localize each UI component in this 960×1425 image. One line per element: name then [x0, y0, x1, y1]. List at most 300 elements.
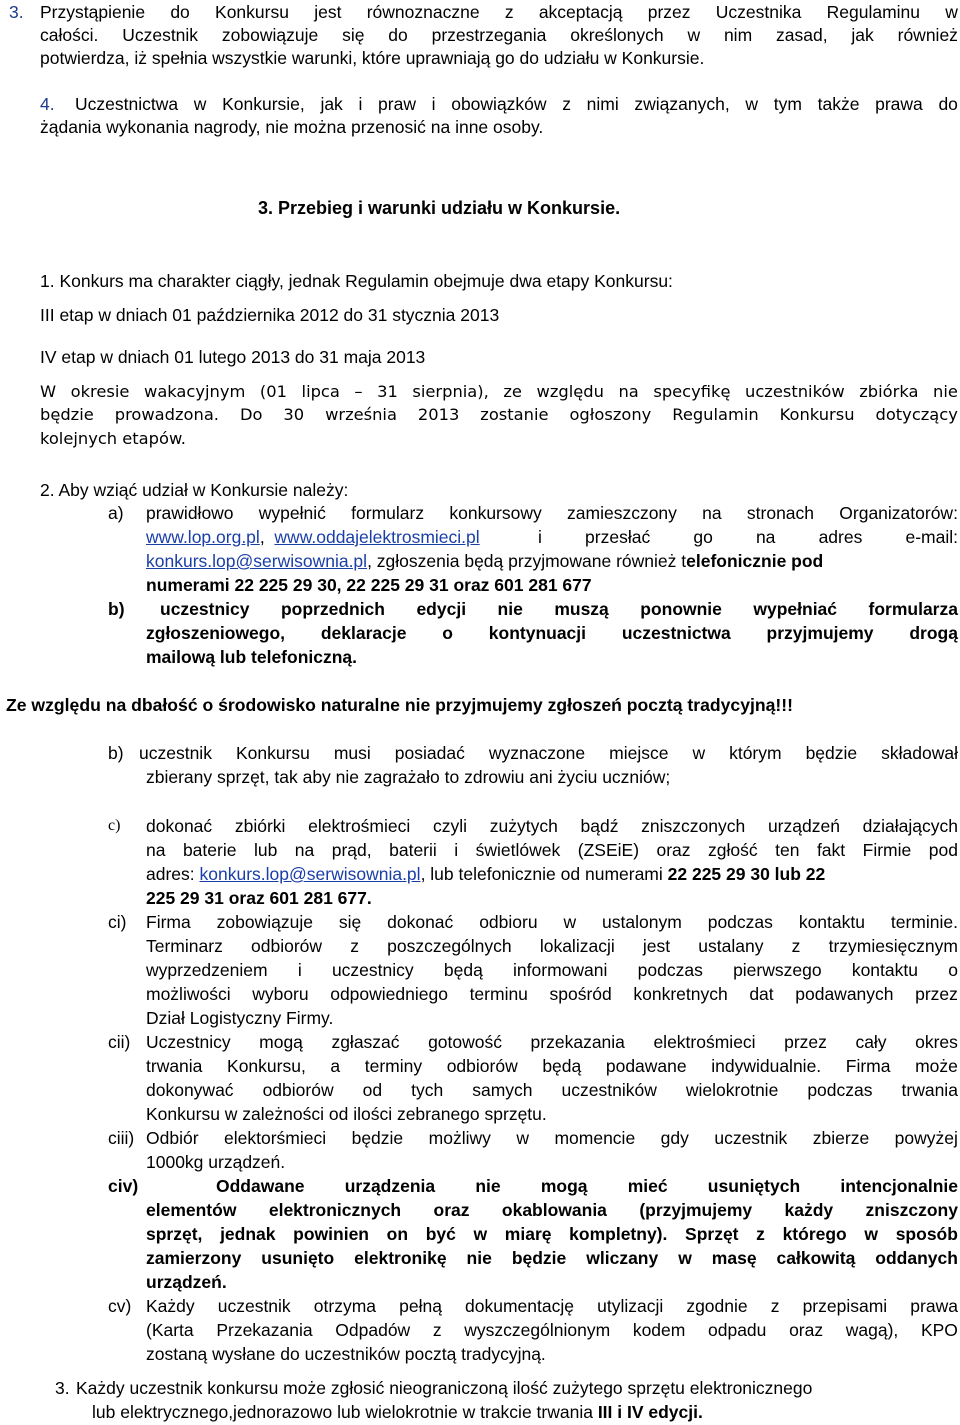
word: Konkursu, [227, 1056, 306, 1076]
word: określonych [570, 25, 664, 45]
list-label: cv) [108, 1296, 132, 1316]
word: całości. [40, 25, 99, 45]
word: specyfikę [653, 382, 731, 401]
paragraph-line: Konkursu w zależności od ilości zebranego sprzętu. [146, 1104, 547, 1124]
email-link[interactable]: konkurs.lop@serwisownia.pl [199, 864, 421, 884]
word: Organizatorów: [839, 503, 958, 523]
word: zamieszczony [567, 503, 677, 523]
word: dokonać [387, 912, 454, 932]
word: posiadać [394, 743, 465, 763]
word: deklaracje [320, 623, 407, 643]
word: ogłoszony [569, 405, 652, 424]
word: odbiorów [446, 1056, 518, 1076]
word: mogą [259, 1032, 303, 1052]
paragraph-line [40, 1, 958, 23]
paragraph-line: potwierdza, iż spełnia wszystkie warunki, które uprawniają go do udziału w Konkursie. [40, 48, 705, 68]
word: Przystąpienie [40, 2, 146, 22]
word: przyjmujemy [766, 623, 874, 643]
word: się [338, 912, 362, 932]
word: tych [411, 1080, 444, 1100]
word: prowadzona. [114, 405, 219, 424]
word: elektrośmieci [653, 1032, 756, 1052]
word: zbiórka [859, 382, 919, 401]
word: konkursowy [449, 503, 542, 523]
word: uczestnik [714, 1128, 788, 1148]
paragraph-line [75, 93, 958, 115]
word: wypełnić [258, 503, 326, 523]
list-label: ciii) [108, 1128, 135, 1148]
word: podawane [605, 1056, 687, 1076]
word: mieć [627, 1176, 668, 1196]
word: trzymiesięcznym [828, 936, 958, 956]
word: konkretnych [633, 984, 728, 1004]
word: równoznaczne [366, 2, 480, 22]
word: będą [542, 1056, 582, 1076]
word: ponownie [640, 599, 722, 619]
phone-numbers: numerami 22 225 29 30, 22 225 29 31 oraz 601 281 677 [146, 575, 592, 595]
stage-line: IV etap w dniach 01 lutego 2013 do 31 maja 2013 [40, 347, 426, 367]
word: będzie [40, 405, 94, 424]
word: zobowiązuje [216, 912, 313, 932]
word: powyżej [894, 1128, 958, 1148]
word: uczestników [745, 382, 845, 401]
paragraph-line [146, 1295, 958, 1317]
paragraph-line [146, 502, 958, 524]
paragraph-line: 1000kg urządzeń. [146, 1152, 286, 1172]
word: formularza [868, 599, 958, 619]
word: prawa [910, 1296, 958, 1316]
word: możliwy [428, 1128, 491, 1148]
word: indywidualnie. [711, 1056, 822, 1076]
word: wielokrotnie [685, 1080, 779, 1100]
word: jak [320, 94, 343, 114]
word: kompletny). [569, 1224, 668, 1244]
word: – [354, 382, 363, 401]
link-lop[interactable]: www.lop.org.pl [146, 527, 260, 547]
word: zgodnie [686, 1296, 748, 1316]
word: sierpnia), [412, 382, 489, 401]
word: całkowitą [776, 1248, 856, 1268]
word: w [864, 1224, 879, 1244]
word: na [146, 840, 166, 860]
word: kontynuacji [488, 623, 587, 643]
paragraph-line [146, 1247, 958, 1269]
word: sposób [895, 1224, 958, 1244]
word: świetlówek [475, 840, 561, 860]
environment-notice: Ze względu na dbałość o środowisko naturalne nie przyjmujemy zgłoszeń pocztą tradycyjną!!! [6, 695, 793, 715]
paragraph-line [146, 1199, 958, 1221]
word: w [516, 1128, 529, 1148]
word: zasad, [776, 25, 828, 45]
word: bądź [580, 816, 619, 836]
word: okres [915, 1032, 958, 1052]
word: przepisami [802, 1296, 888, 1316]
word: otrzyma [313, 1296, 377, 1316]
paragraph-line: żądania wykonania nagrody, nie można przenosić na inne osoby. [40, 117, 544, 137]
word: Konkursu [215, 2, 289, 22]
word: względu [536, 382, 604, 401]
word: pierwszego [733, 960, 822, 980]
word: okablowania [501, 1200, 607, 1220]
word: sprzęt, [146, 1224, 203, 1244]
word: składował [881, 743, 958, 763]
item-number: 4. [40, 94, 55, 114]
word: prawa [875, 94, 923, 114]
word: wyboru [252, 984, 309, 1004]
paragraph-line [146, 1319, 958, 1341]
word: praw [378, 94, 416, 114]
word: nie [475, 1176, 501, 1196]
word: się [342, 25, 365, 45]
word: poprzednich [280, 599, 385, 619]
word: uczestników [561, 1080, 657, 1100]
item-number: 3. [55, 1378, 70, 1398]
word: w [678, 1248, 692, 1268]
paragraph-line: urządzeń. [146, 1272, 227, 1292]
paragraph-line: Dział Logistyczny Firmy. [146, 1008, 334, 1028]
word: elektronicznych [268, 1200, 402, 1220]
word: każdy [784, 1200, 834, 1220]
word: w [745, 94, 759, 114]
word: jest [314, 2, 342, 22]
paragraph-line: 2. Aby wziąć udział w Konkursie należy: [40, 480, 349, 500]
word: momencie [554, 1128, 636, 1148]
word: nie [933, 382, 958, 401]
paragraph-line: kolejnych etapów. [40, 429, 186, 448]
word: z [770, 1296, 780, 1316]
list-label: cii) [108, 1032, 131, 1052]
word: przez [915, 984, 958, 1004]
word: z [350, 936, 359, 956]
word: usuniętych [707, 1176, 801, 1196]
word: masę [711, 1248, 757, 1268]
word: i [538, 527, 542, 547]
word: urządzeń [767, 816, 840, 836]
word: W [40, 382, 57, 401]
word: nimi [586, 94, 619, 114]
word: miarę [504, 1224, 552, 1244]
word: nie [466, 1248, 492, 1268]
word: działających [862, 816, 958, 836]
paragraph-line [146, 1223, 958, 1245]
word: zniszczony [865, 1200, 958, 1220]
word: terminy [364, 1056, 423, 1076]
word: elektorśmieci [224, 1128, 327, 1148]
word: w [193, 94, 207, 114]
word: którego [782, 1224, 847, 1244]
word: podczas [807, 1080, 873, 1100]
word: przestrzegania [431, 25, 547, 45]
phone-numbers: 225 29 31 oraz 601 281 677. [146, 888, 372, 908]
word: Regulamin [672, 405, 759, 424]
word: dotyczący [875, 405, 958, 424]
word: stronach [746, 503, 815, 523]
line-rest [538, 526, 958, 548]
word: i [358, 94, 363, 114]
word: zamierzony [146, 1248, 242, 1268]
paragraph-line: Każdy uczestnik konkursu może zgłosić nieograniczoną ilość zużytego sprzętu elektronicznego [76, 1378, 813, 1398]
word: elementów [146, 1200, 237, 1220]
word: zobowiązuje [221, 25, 319, 45]
word: czyli [432, 816, 468, 836]
paragraph-line [146, 815, 958, 837]
list-label: b) [108, 599, 125, 619]
word: Firma [146, 912, 191, 932]
word: (Karta [146, 1320, 194, 1340]
word: Regulaminu [826, 2, 921, 22]
email-link[interactable]: konkurs.lop@serwisownia.pl [146, 551, 368, 571]
paragraph-line [40, 404, 958, 426]
word: trwania [901, 1080, 958, 1100]
word: podczas [707, 912, 773, 932]
word: września [325, 405, 397, 424]
word: uczestnicy [331, 960, 414, 980]
word: zgłoszeniowego, [146, 623, 286, 643]
word: lub [253, 840, 278, 860]
word: on [386, 1224, 409, 1244]
word: e-mail: [905, 527, 958, 547]
word: lokalizacji [539, 936, 615, 956]
word: 2013 [417, 405, 460, 424]
word: Konkursie, [222, 94, 305, 114]
word: wagą), [845, 1320, 899, 1340]
word: do [388, 25, 408, 45]
word: usunięto [261, 1248, 335, 1268]
word: również [897, 25, 958, 45]
word: a [330, 1056, 341, 1076]
word: go [693, 527, 713, 547]
paragraph-line [146, 1031, 958, 1053]
word: dat [749, 984, 774, 1004]
word: Konkursu [235, 743, 310, 763]
word: którym [729, 743, 782, 763]
word: podczas [637, 960, 703, 980]
list-label: c) [108, 817, 121, 834]
word: jest [642, 936, 671, 956]
word: (01 [259, 382, 287, 401]
word: nim [723, 25, 753, 45]
word: gdy [660, 1128, 689, 1148]
paragraph-line [146, 959, 958, 981]
word: kontaktu [798, 912, 865, 932]
word: adres [818, 527, 863, 547]
word: oraz [433, 1200, 470, 1220]
word: poszczególnych [387, 936, 512, 956]
link-oddajelektrosmieci[interactable]: www.oddajelektrosmieci.pl [274, 527, 480, 547]
paragraph-line: adres: konkurs.lop@serwisownia.pl, lub telefonicznie od numerami 22 225 29 30 lub 22 [146, 864, 826, 884]
word: wliczany [586, 1248, 659, 1268]
word: zniszczonych [641, 816, 746, 836]
word: wyznaczone [488, 743, 586, 763]
word: pod [928, 840, 958, 860]
word: Uczestnik [122, 25, 199, 45]
word: obowiązków [451, 94, 547, 114]
word: dokumentację [465, 1296, 574, 1316]
word: uczestnik [139, 743, 212, 763]
word: na [294, 840, 315, 860]
paragraph-line [146, 983, 958, 1005]
word: formularz [351, 503, 425, 523]
word: w [945, 2, 958, 22]
word: baterie [182, 840, 237, 860]
word: edycji [416, 599, 467, 619]
word: dokonywać [146, 1080, 234, 1100]
word: przekazania [530, 1032, 625, 1052]
list-label: a) [108, 503, 124, 523]
item-number: 3. [9, 2, 24, 22]
word: dokonać [146, 816, 213, 836]
word: na [618, 382, 639, 401]
word: (przyjmujemy [639, 1200, 753, 1220]
word: miejsce [609, 743, 669, 763]
word: Firmie [862, 840, 912, 860]
word: oddanych [875, 1248, 958, 1268]
word: z [756, 1224, 765, 1244]
word: możliwości [146, 984, 231, 1004]
word: Odbiór [146, 1128, 199, 1148]
paragraph-line [146, 839, 958, 861]
word: do [170, 2, 190, 22]
word: 31 [377, 382, 398, 401]
paragraph-line [40, 381, 958, 403]
word: zużytych [489, 816, 558, 836]
word: będzie [511, 1248, 567, 1268]
word: na [755, 527, 776, 547]
paragraph-line [160, 598, 958, 620]
word: oraz [656, 840, 691, 860]
word: i [297, 960, 302, 980]
word: tym [773, 94, 802, 114]
word: Do [239, 405, 263, 424]
word: informowani [513, 960, 608, 980]
word: kontaktu [851, 960, 918, 980]
word: z [791, 936, 801, 956]
paragraph-line [146, 1079, 958, 1101]
word: musi [333, 743, 371, 763]
word: zgłaszać [331, 1032, 400, 1052]
word: prąd, [331, 840, 372, 860]
word: od [362, 1080, 383, 1100]
list-label: ci) [108, 912, 127, 932]
word: elektronikę [354, 1248, 447, 1268]
word: jednak [220, 1224, 276, 1244]
word: będą [443, 960, 483, 980]
word: ustalany [698, 936, 764, 956]
word: w [473, 1224, 488, 1244]
word: odbiorów [251, 936, 323, 956]
word: gotowość [428, 1032, 503, 1052]
paragraph-line [146, 622, 958, 644]
paragraph-line: mailową lub telefoniczną. [146, 647, 358, 667]
word: cały [855, 1032, 887, 1052]
word: utylizacji [597, 1296, 664, 1316]
word: uczestnictwa [621, 623, 731, 643]
word: nie [497, 599, 523, 619]
stage-line: III etap w dniach 01 października 2012 do 31 stycznia 2013 [40, 305, 500, 325]
word: baterii [389, 840, 437, 860]
word: w [563, 912, 577, 932]
word: fakt [816, 840, 846, 860]
paragraph-line [146, 935, 958, 957]
word: samych [472, 1080, 533, 1100]
word: ze [503, 382, 522, 401]
word: Firma [845, 1056, 891, 1076]
word: (ZSEiE) [577, 840, 640, 860]
paragraph-line: zostaną wysłane do uczestników pocztą tradycyjną. [146, 1344, 546, 1364]
word: muszą [554, 599, 609, 619]
word: do [938, 94, 958, 114]
paragraph-line [146, 911, 958, 933]
word: urządzenia [344, 1176, 436, 1196]
word: przez [784, 1032, 827, 1052]
word: ustalonym [602, 912, 682, 932]
word: mogą [540, 1176, 588, 1196]
word: Konkursu [779, 405, 855, 424]
word: o [442, 623, 453, 643]
paragraph-line [139, 742, 958, 764]
paragraph-line: konkurs.lop@serwisownia.pl, zgłoszenia będą przyjmowane również telefonicznie pod [146, 551, 824, 571]
word: wakacyjnym [144, 382, 246, 401]
section-heading: 3. Przebieg i warunki udziału w Konkursie. [258, 198, 621, 218]
word: Przekazania [216, 1320, 313, 1340]
word: 30 [283, 405, 305, 424]
word: o [948, 960, 958, 980]
word: KPO [920, 1320, 958, 1340]
word: Uczestnicy [146, 1032, 231, 1052]
word: przesłać [585, 527, 651, 547]
word: Sprzęt [685, 1224, 739, 1244]
paragraph-line [216, 1175, 958, 1197]
word: także [817, 94, 860, 114]
word: terminie. [890, 912, 958, 932]
word: akceptacją [538, 2, 623, 22]
word: związanych, [634, 94, 730, 114]
word: Terminarz [146, 936, 223, 956]
word: Każdy [146, 1296, 195, 1316]
word: okresie [70, 382, 130, 401]
word: odbioru [479, 912, 538, 932]
word: zbierze [812, 1128, 870, 1148]
paragraph-line [40, 24, 958, 46]
paragraph-line: zbierany sprzęt, tak aby nie zagrażało to zdrowiu ani życiu uczniów; [146, 767, 671, 787]
word: zgłość [708, 840, 758, 860]
word: elektrośmieci [308, 816, 411, 836]
word: oraz [789, 1320, 824, 1340]
paragraph-line [146, 1127, 958, 1149]
paragraph-line: lub elektrycznego,jednorazowo lub wielokrotnie w trakcie trwania III i IV edycji. [92, 1402, 703, 1422]
word: będzie [805, 743, 858, 763]
word: i [431, 94, 436, 114]
word: wypełniać [753, 599, 838, 619]
word: z [432, 1320, 442, 1340]
word: odpadu [708, 1320, 767, 1340]
word: powinien [293, 1224, 369, 1244]
paragraph-line [146, 1055, 958, 1077]
word: trwania [146, 1056, 203, 1076]
word: może [915, 1056, 958, 1076]
word: Uczestnika [715, 2, 802, 22]
list-label: civ) [108, 1176, 139, 1196]
word: odpowiedniego [330, 984, 448, 1004]
word: z [562, 94, 571, 114]
word: będzie [351, 1128, 404, 1148]
word: odbiorów [262, 1080, 334, 1100]
word: podawanych [795, 984, 894, 1004]
word: przez [647, 2, 691, 22]
word: wyprzedzeniem [146, 960, 268, 980]
list-label: b) [108, 743, 124, 763]
paragraph-line: www.lop.org.pl, www.oddajelektrosmieci.pl i przesłać go na adres e-mail: [146, 527, 958, 547]
